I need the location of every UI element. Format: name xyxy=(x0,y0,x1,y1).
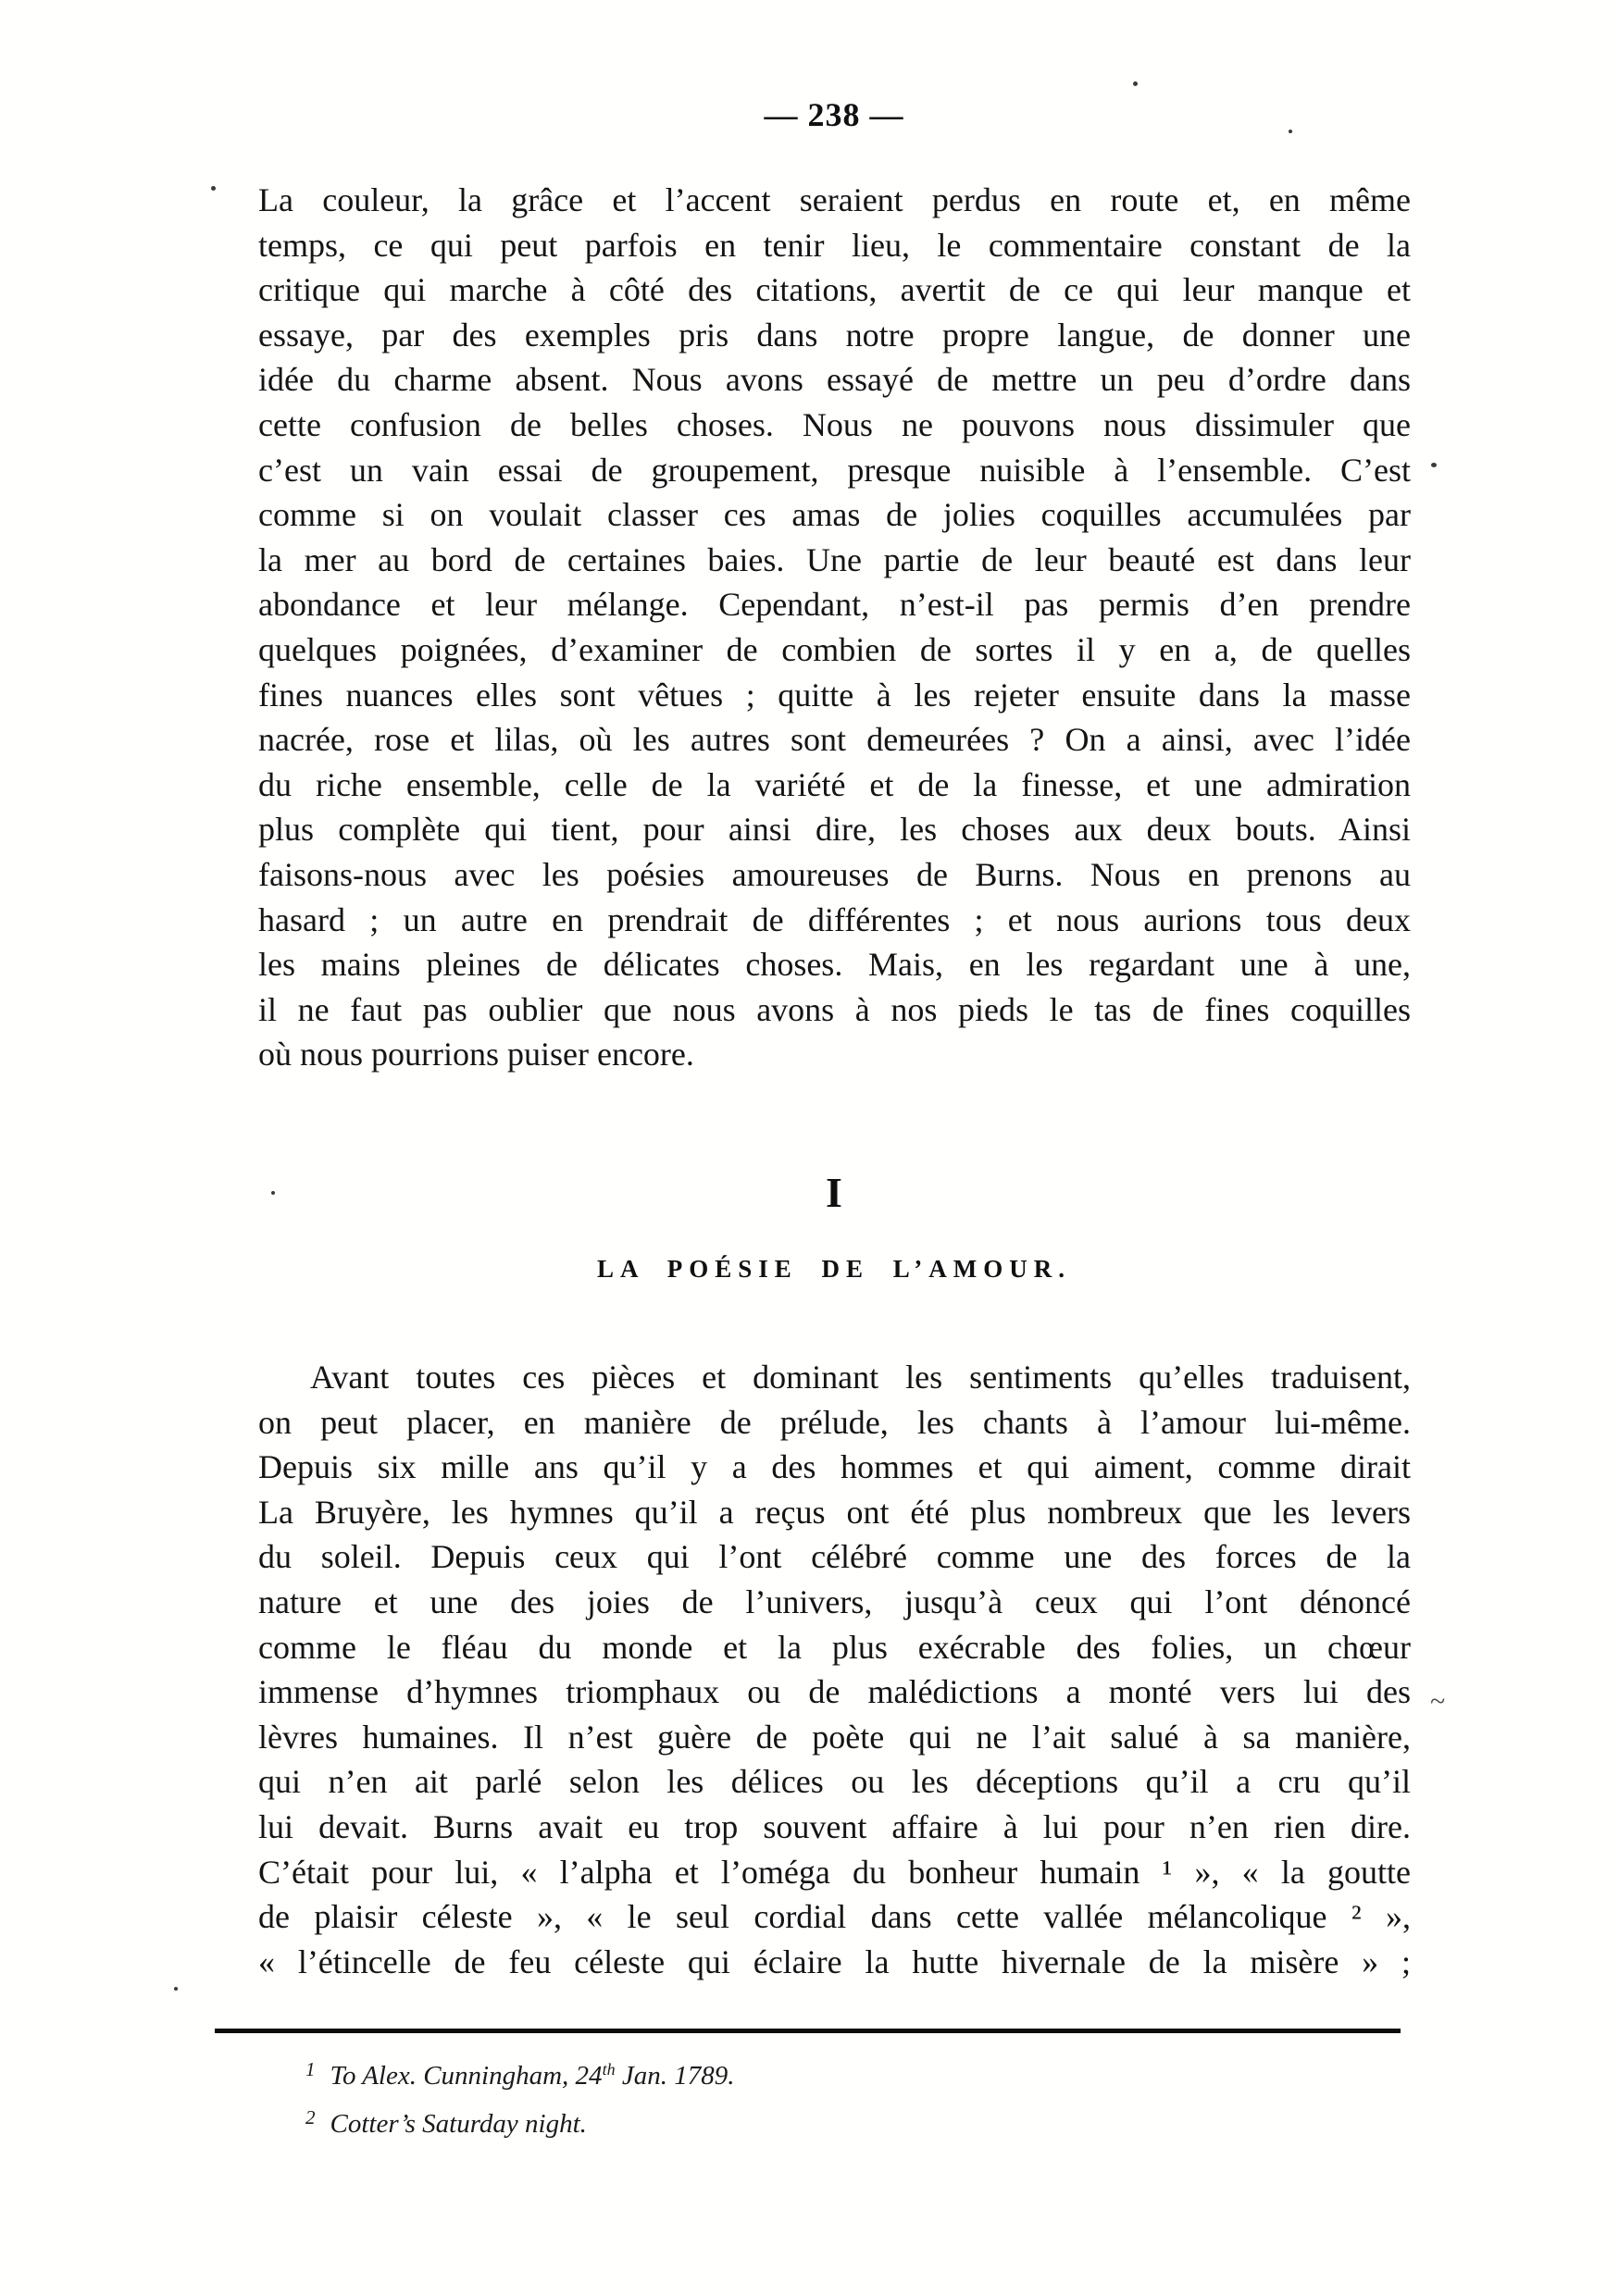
text-line: comme le fléau du monde et la plus exécrable des folies, un chœur xyxy=(258,1628,1411,1666)
text-line: de plaisir céleste », « le seul cordial dans cette vallée mélancolique ² », xyxy=(258,1898,1411,1936)
text-line: comme si on voulait classer ces amas de jolies coquilles accumulées par xyxy=(258,496,1411,534)
footnote-1-text-end: Jan. 1789. xyxy=(615,2061,735,2091)
text-line: hasard ; un autre en prendrait de différentes ; et nous aurions tous deux xyxy=(258,900,1411,938)
scan-squiggle: ~ xyxy=(1430,1686,1446,1717)
text-line: faisons-nous avec les poésies amoureuses de Burns. Nous en prenons au xyxy=(258,855,1411,893)
text-line: C’était pour lui, « l’alpha et l’oméga du bonheur humain ¹ », « la goutte xyxy=(258,1853,1411,1891)
text-line: abondance et leur mélange. Cependant, n’est-il pas permis d’en prendre xyxy=(258,586,1411,624)
paragraph-2 xyxy=(258,1355,1411,1984)
paragraph-1 xyxy=(258,178,1411,1077)
text-line: les mains pleines de délicates choses. Mais, en les regardant une à une, xyxy=(258,946,1411,984)
footnote-2-marker: 2 xyxy=(305,2106,316,2128)
scan-speck xyxy=(1289,130,1292,133)
scan-speck xyxy=(1133,81,1138,86)
text-line: lèvres humaines. Il n’est guère de poète qui ne l’ait salué à sa manière, xyxy=(258,1718,1411,1756)
footnote-2 xyxy=(305,2106,1407,2140)
text-line: La Bruyère, les hymnes qu’il a reçus ont été plus nombreux que les levers xyxy=(258,1493,1411,1531)
text-line: temps, ce qui peut parfois en tenir lieu, le commentaire constant de la xyxy=(258,226,1411,264)
text-line: critique qui marche à côté des citations, avertit de ce qui leur manque et xyxy=(258,271,1411,309)
page-number: — 238 — xyxy=(764,96,904,133)
text-line: la mer au bord de certaines baies. Une partie de leur beauté est dans leur xyxy=(258,540,1411,578)
text-line: on peut placer, en manière de prélude, les chants à l’amour lui-même. xyxy=(258,1403,1411,1441)
text-line: idée du charme absent. Nous avons essayé de mettre un peu d’ordre dans xyxy=(258,361,1411,399)
text-line: qui n’en ait parlé selon les délices ou les déceptions qu’il a cru qu’il xyxy=(258,1763,1411,1801)
text-line: fines nuances elles sont vêtues ; quitte à les rejeter ensuite dans la masse xyxy=(258,676,1411,714)
text-line: du riche ensemble, celle de la variété et de la finesse, et une admiration xyxy=(258,765,1411,803)
text-line: plus complète qui tient, pour ainsi dire, les choses aux deux bouts. Ainsi xyxy=(258,811,1411,849)
text-line: il ne faut pas oublier que nous avons à nos pieds le tas de fines coquilles xyxy=(258,990,1411,1028)
footnote-1-marker: 1 xyxy=(305,2058,316,2080)
text-line: lui devait. Burns avait eu trop souvent affaire à lui pour n’en rien dire. xyxy=(258,1807,1411,1845)
text-line: où nous pourrions puiser encore. xyxy=(258,1036,694,1074)
text-line: Depuis six mille ans qu’il y a des hommes et qui aiment, comme dirait xyxy=(258,1448,1411,1486)
footnote-1-superscript: th xyxy=(602,2060,616,2079)
section-title: LA POÉSIE DE L’AMOUR. xyxy=(596,1255,1072,1283)
text-line: Avant toutes ces pièces et dominant les sentiments qu’elles traduisent, xyxy=(310,1359,1411,1396)
footnote-2-text: Cotter’s Saturday night. xyxy=(330,2109,587,2139)
text-line: essaye, par des exemples pris dans notre propre langue, de donner une xyxy=(258,316,1411,354)
text-line: nacrée, rose et lilas, où les autres sont demeurées ? On a ainsi, avec l’idée xyxy=(258,721,1411,759)
text-line: immense d’hymnes triomphaux ou de malédictions a monté vers lui des xyxy=(258,1673,1411,1711)
text-line: du soleil. Depuis ceux qui l’ont célébré comme une des forces de la xyxy=(258,1538,1411,1576)
footnote-1 xyxy=(305,2058,1407,2091)
text-line: La couleur, la grâce et l’accent seraient perdus en route et, en même xyxy=(258,181,1411,218)
text-line: quelques poignées, d’examiner de combien de sortes il y en a, de quelles xyxy=(258,630,1411,668)
text-line: « l’étincelle de feu céleste qui éclaire la hutte hivernale de la misère » ; xyxy=(258,1942,1411,1980)
scan-speck xyxy=(174,1987,178,1991)
footnote-rule xyxy=(215,2029,1401,2033)
scan-speck xyxy=(211,186,216,191)
section-numeral: I xyxy=(826,1169,842,1216)
text-line: nature et une des joies de l’univers, jusqu’à ceux qui l’ont dénoncé xyxy=(258,1582,1411,1620)
text-line: c’est un vain essai de groupement, presque nuisible à l’ensemble. C’est xyxy=(258,451,1411,489)
footnote-1-text: To Alex. Cunningham, 24 xyxy=(330,2061,603,2091)
scan-speck xyxy=(1431,463,1437,467)
scan-speck xyxy=(271,1191,275,1195)
text-line: cette confusion de belles choses. Nous ne pouvons nous dissimuler que xyxy=(258,405,1411,443)
